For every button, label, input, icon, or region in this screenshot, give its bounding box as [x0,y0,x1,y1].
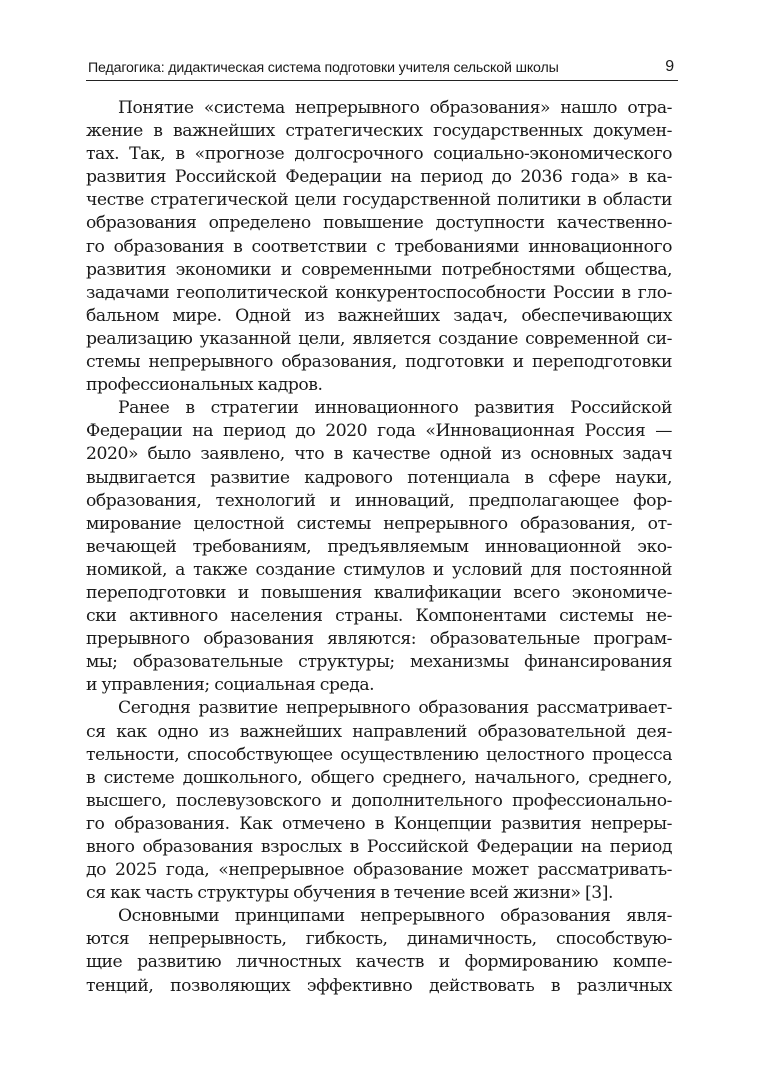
text-line: го образования. Как отмечено в Концепции развития непреры- [86,813,672,834]
paragraph [86,397,672,697]
text-line: высшего, послевузовского и дополнительного профессионально- [86,790,672,811]
text-line: вечающей требованиям, предъявляемым инновационной эко- [86,536,672,557]
body-text [86,97,672,998]
text-line: ся как часть структуры обучения в течение всей жизни» [3]. [86,883,614,904]
text-line: ся как одно из важнейших направлений образовательной дея- [86,721,672,742]
paragraph [86,697,672,905]
page-number: 9 [665,58,674,75]
text-line: тельности, способствующее осуществлению целостного процесса [86,744,672,765]
text-line: в системе дошкольного, общего среднего, начального, среднего, [86,767,672,788]
text-line: прерывного образования являются: образовательные програм- [86,629,672,650]
text-line: Понятие «система непрерывного образования» нашло отра- [118,98,672,118]
paragraph [86,905,672,997]
text-line: бальном мире. Одной из важнейших задач, обеспечивающих [86,305,672,326]
text-line: ются непрерывность, гибкость, динамичность, способствую- [86,929,672,950]
text-line: Сегодня развитие непрерывного образования рассматривает- [118,698,672,719]
text-line: развития Российской Федерации на период до 2036 года» в ка- [86,167,672,188]
text-line: выдвигается развитие кадрового потенциала в сфере науки, [86,467,672,488]
text-line: мирование целостной системы непрерывного образования, от- [86,513,672,534]
text-line: переподготовки и повышения квалификации всего экономиче- [86,582,672,603]
text-line: честве стратегической цели государственной политики в области [86,190,672,211]
text-line: ски активного населения страны. Компонентами системы не- [86,606,672,627]
text-line: Основными принципами непрерывного образования явля- [118,906,672,927]
text-line: мы; образовательные структуры; механизмы финансирования [86,652,672,673]
text-line: щие развитию личностных качеств и формированию компе- [86,952,672,973]
running-header [86,58,678,81]
text-line: вного образования взрослых в Российской Федерации на период [86,837,672,857]
text-line: образования определено повышение доступности качественно- [86,213,672,234]
text-line: тах. Так, в «прогнозе долгосрочного социально-экономического [86,144,672,165]
text-line: до 2025 года, «непрерывное образование может рассматривать- [86,860,672,881]
text-line: номикой, а также создание стимулов и условий для постоянной [86,559,672,580]
text-line: жение в важнейших стратегических государственных докумен- [86,121,672,142]
text-line: го образования в соответствии с требованиями инновационного [86,236,672,257]
header-title: Педагогика: дидактическая система подготовки учителя сельской школы [88,60,559,76]
paragraph [86,97,672,397]
text-line: Федерации на период до 2020 года «Инновационная Россия — [86,421,672,442]
text-line: профессиональных кадров. [86,375,323,396]
text-line: реализацию указанной цели, является создание современной си- [86,328,672,349]
text-line: и управления; социальная среда. [86,675,375,696]
text-line: развития экономики и современными потребностями общества, [86,259,672,280]
text-line: 2020» было заявлено, что в качестве одной из основных задач [86,444,672,465]
text-line: образования, технологий и инноваций, предполагающее фор- [86,490,672,511]
text-line: тенций, позволяющих эффективно действовать в различных [86,975,672,996]
text-line: Ранее в стратегии инновационного развития Российской [118,398,672,419]
text-line: стемы непрерывного образования, подготовки и переподготовки [86,352,672,373]
text-line: задачами геополитической конкурентоспособности России в гло- [86,282,672,303]
